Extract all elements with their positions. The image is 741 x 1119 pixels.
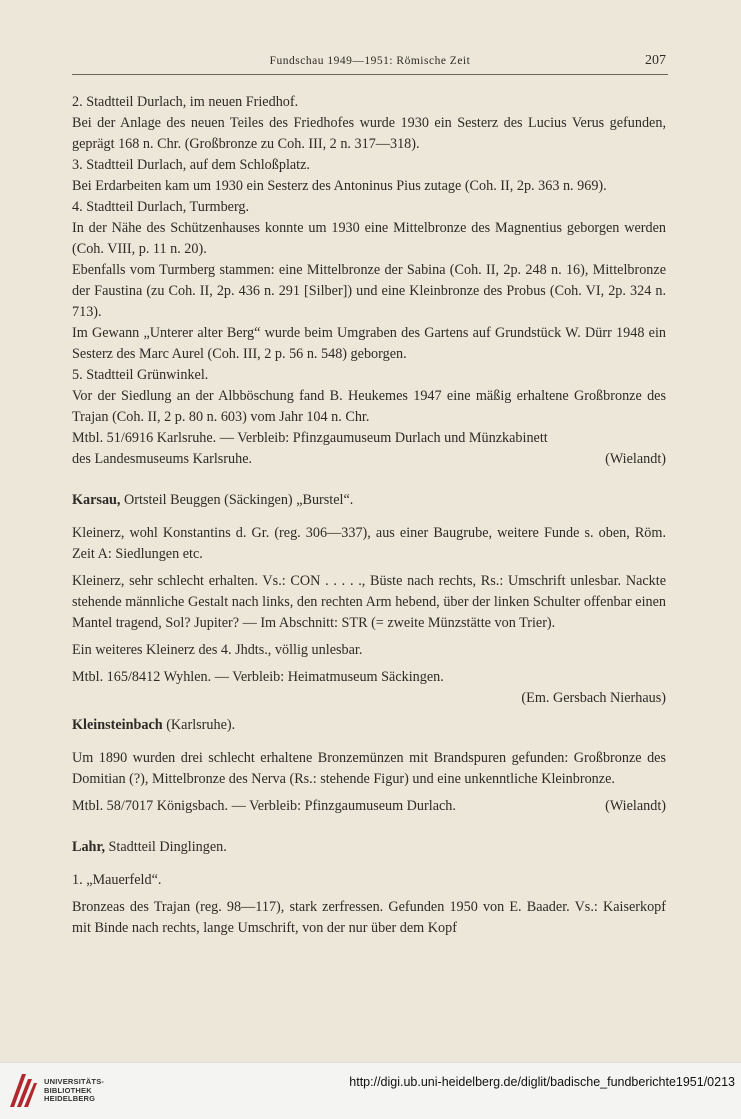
- site-name: Kleinsteinbach: [72, 717, 163, 733]
- spacer: [72, 817, 666, 837]
- running-header: [72, 53, 668, 73]
- site-location: (Karlsruhe).: [162, 717, 236, 733]
- library-logo-icon[interactable]: [8, 1071, 38, 1109]
- paragraph: Ebenfalls vom Turmberg stammen: eine Mittelbronze der Sabina (Coh. II, 2p. 248 n. 16), Mittelbronze der Faustina (zu Coh. II, 2p. 436 n. 291 [Silber]) und eine Kleinbronze des Probus (Coh. VI, 2p. 324 n. 713).: [72, 262, 666, 320]
- paragraph: Kleinerz, wohl Konstantins d. Gr. (reg. 306—337), aus einer Baugrube, weitere Funde s. oben, Röm. Zeit A: Siedlungen etc.: [72, 525, 666, 562]
- site-heading-lahr: [72, 837, 666, 858]
- institution-line: UNIVERSITÄTS-: [44, 1077, 105, 1086]
- reference-author-row: [72, 449, 666, 470]
- map-sheet-reference: Mtbl. 51/6916 Karlsruhe. — Verbleib: Pfinzgaumuseum Durlach und Münzkabinett: [72, 430, 548, 446]
- institution-line: BIBLIOTHEK: [44, 1085, 92, 1095]
- page-number: 207: [645, 53, 666, 68]
- paragraph: Ein weiteres Kleinerz des 4. Jhdts., völlig unlesbar.: [72, 642, 363, 658]
- paragraph: Vor der Siedlung an der Albböschung fand B. Heukemes 1947 eine mäßig erhaltene Großbronze des Trajan (Coh. II, 2 p. 80 n. 603) vom Jahr 104 n. Chr.: [72, 388, 666, 425]
- map-sheet-reference-cont: des Landesmuseums Karlsruhe.: [72, 451, 253, 467]
- author-credit: (Wielandt): [605, 798, 666, 814]
- map-sheet-reference: Mtbl. 58/7017 Königsbach. — Verbleib: Pfinzgaumuseum Durlach.: [72, 798, 456, 814]
- permalink-url[interactable]: http://digi.ub.uni-heidelberg.de/diglit/badische_fundberichte1951/0213: [349, 1075, 735, 1089]
- section-heading: 2. Stadtteil Durlach, im neuen Friedhof.: [72, 94, 299, 110]
- site-name: Karsau,: [72, 492, 121, 508]
- reference-author-row: [72, 796, 666, 817]
- paragraph: Bronzeas des Trajan (reg. 98—117), stark zerfressen. Gefunden 1950 von E. Baader. Vs.: Kaiserkopf mit Binde nach rechts, lange Umschrift, von der nur über dem Kopf: [72, 899, 666, 936]
- site-location: Stadtteil Dinglingen.: [105, 839, 227, 855]
- paragraph: In der Nähe des Schützenhauses konnte um 1930 eine Mittelbronze des Magnentius geborgen werden (Coh. VIII, p. 11 n. 20).: [72, 220, 666, 257]
- paragraph: Bei Erdarbeiten kam um 1930 ein Sesterz des Antoninus Pius zutage (Coh. II, 2p. 363 n. 969).: [72, 178, 607, 194]
- spacer: [72, 511, 666, 523]
- page-body: [72, 92, 666, 939]
- paragraph: Im Gewann „Unterer alter Berg“ wurde beim Umgraben des Gartens auf Grundstück W. Dürr 1948 ein Sesterz des Marc Aurel (Coh. III, 2 p. 56 n. 548) geborgen.: [72, 325, 666, 362]
- spacer: [72, 470, 666, 490]
- author-credit: (Em. Gersbach Nierhaus): [521, 690, 666, 706]
- header-rule: [72, 74, 668, 75]
- paragraph: Bei der Anlage des neuen Teiles des Friedhofes wurde 1930 ein Sesterz des Lucius Verus gefunden, geprägt 168 n. Chr. (Großbronze zu Coh. III, 2 n. 317—318).: [72, 115, 666, 152]
- paragraph: Um 1890 wurden drei schlecht erhaltene Bronzemünzen mit Brandspuren gefunden: Großbronze des Domitian (?), Mittelbronze des Nerva (Rs.: stehende Figur) und eine unkenntliche Kleinbronze.: [72, 750, 666, 787]
- site-location: Ortsteil Beuggen (Säckingen) „Burstel“.: [120, 492, 354, 508]
- map-sheet-reference: Mtbl. 165/8412 Wyhlen. — Verbleib: Heimatmuseum Säckingen.: [72, 669, 444, 685]
- section-heading: 3. Stadtteil Durlach, auf dem Schloßplatz.: [72, 157, 310, 173]
- site-name: Lahr,: [72, 839, 105, 855]
- author-credit: (Wielandt): [605, 451, 666, 467]
- section-heading: 1. „Mauerfeld“.: [72, 872, 162, 888]
- institution-name: [44, 1078, 104, 1104]
- viewer-footer: [0, 1062, 741, 1119]
- section-heading: 5. Stadtteil Grünwinkel.: [72, 367, 209, 383]
- spacer: [72, 858, 666, 870]
- section-heading: 4. Stadtteil Durlach, Turmberg.: [72, 199, 250, 215]
- institution-line: HEIDELBERG: [44, 1094, 96, 1103]
- running-title: Fundschau 1949—1951: Römische Zeit: [269, 55, 471, 67]
- spacer: [72, 736, 666, 748]
- site-heading-karsau: [72, 490, 666, 511]
- site-heading-kleinsteinbach: [72, 715, 666, 736]
- paragraph: Kleinerz, sehr schlecht erhalten. Vs.: CON . . . . ., Büste nach rechts, Rs.: Umschrift unlesbar. Nackte stehende männliche Gestalt nach links, den rechten Arm hebend, über der linken Schulter offenbar einen Mantel tragend, Sol? Jupiter? — Im Abschnitt: STR (= zweite Münzstätte von Trier).: [72, 573, 666, 631]
